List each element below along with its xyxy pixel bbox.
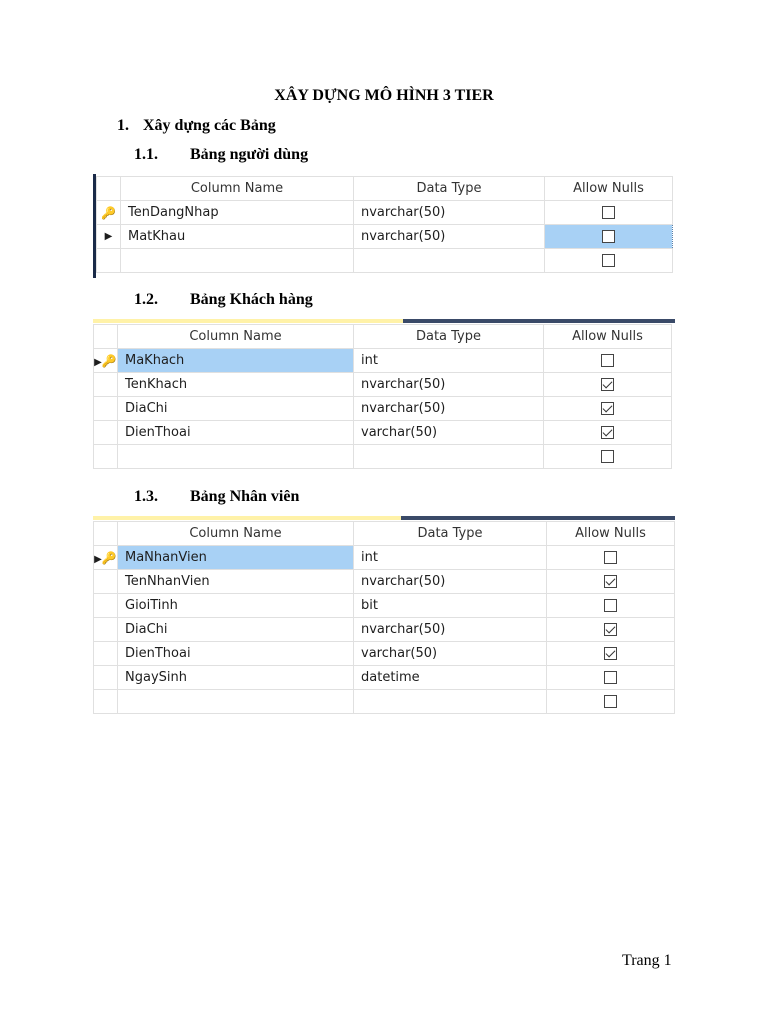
row-marker [97, 249, 121, 273]
section-label: Xây dựng các Bảng [143, 117, 276, 134]
subsection-heading-customers [134, 291, 313, 309]
column-name-cell[interactable]: DienThoai [118, 642, 354, 666]
data-type-cell[interactable]: int [354, 349, 544, 373]
allow-nulls-cell[interactable] [544, 397, 672, 421]
table-row[interactable] [94, 570, 675, 594]
column-name-cell[interactable]: MaKhach [118, 349, 354, 373]
column-name-cell[interactable]: MaNhanVien [118, 546, 354, 570]
table-row[interactable] [94, 373, 672, 397]
column-name-header: Column Name [121, 177, 354, 201]
row-marker [94, 666, 118, 690]
allow-nulls-header: Allow Nulls [547, 522, 675, 546]
column-name-cell[interactable]: DienThoai [118, 421, 354, 445]
subsection-label: Bảng người dùng [190, 146, 309, 163]
data-type-cell[interactable]: varchar(50) [354, 421, 544, 445]
subsection-number: 1.2. [134, 291, 158, 308]
table-row-empty[interactable] [94, 690, 675, 714]
subsection-label: Bảng Nhân viên [190, 488, 300, 505]
allow-nulls-checkbox[interactable] [604, 599, 617, 612]
subsection-label: Bảng Khách hàng [190, 291, 313, 308]
column-name-cell[interactable]: GioiTinh [118, 594, 354, 618]
table-header-row [94, 325, 672, 349]
row-marker [94, 570, 118, 594]
row-marker-header [94, 325, 118, 349]
allow-nulls-checkbox[interactable] [602, 230, 615, 243]
users-table [96, 176, 673, 273]
row-marker-header [97, 177, 121, 201]
subsection-heading-users [134, 146, 308, 164]
data-type-header: Data Type [354, 325, 544, 349]
allow-nulls-checkbox[interactable] [601, 426, 614, 439]
column-name-header: Column Name [118, 522, 354, 546]
allow-nulls-cell[interactable] [547, 594, 675, 618]
column-name-cell[interactable] [118, 445, 354, 469]
section-heading-1 [117, 117, 276, 135]
allow-nulls-header: Allow Nulls [544, 325, 672, 349]
column-name-cell[interactable]: MatKhau [121, 225, 354, 249]
allow-nulls-cell[interactable] [545, 249, 673, 273]
allow-nulls-cell[interactable] [544, 421, 672, 445]
allow-nulls-cell[interactable] [547, 642, 675, 666]
allow-nulls-checkbox[interactable] [604, 551, 617, 564]
data-type-cell[interactable]: bit [354, 594, 547, 618]
customers-table [93, 324, 672, 469]
selected-primary-key-icon: ▶🔑 [94, 546, 118, 570]
allow-nulls-checkbox[interactable] [604, 647, 617, 660]
data-type-cell[interactable]: nvarchar(50) [354, 570, 547, 594]
page-number: Trang 1 [622, 952, 672, 969]
column-name-header: Column Name [118, 325, 354, 349]
allow-nulls-checkbox[interactable] [602, 206, 615, 219]
data-type-cell[interactable]: nvarchar(50) [354, 201, 545, 225]
column-name-cell[interactable]: NgaySinh [118, 666, 354, 690]
column-name-cell[interactable] [118, 690, 354, 714]
column-name-cell[interactable]: DiaChi [118, 397, 354, 421]
row-marker [94, 642, 118, 666]
allow-nulls-checkbox[interactable] [604, 575, 617, 588]
data-type-cell[interactable] [354, 445, 544, 469]
allow-nulls-cell[interactable] [547, 570, 675, 594]
allow-nulls-cell[interactable] [547, 618, 675, 642]
document-title: XÂY DỰNG MÔ HÌNH 3 TIER [274, 87, 494, 104]
table-row[interactable] [94, 594, 675, 618]
row-marker [94, 397, 118, 421]
row-marker [94, 445, 118, 469]
table-row[interactable] [94, 421, 672, 445]
table-top-stripe-dark [401, 516, 675, 520]
data-type-cell[interactable]: nvarchar(50) [354, 225, 545, 249]
data-type-cell[interactable]: datetime [354, 666, 547, 690]
allow-nulls-checkbox[interactable] [601, 354, 614, 367]
row-marker-header [94, 522, 118, 546]
data-type-header: Data Type [354, 522, 547, 546]
row-selector-arrow-icon[interactable]: ▶ [97, 225, 121, 249]
allow-nulls-checkbox[interactable] [604, 623, 617, 636]
column-name-cell[interactable]: TenKhach [118, 373, 354, 397]
selected-primary-key-icon: ▶🔑 [94, 349, 118, 373]
table-row[interactable] [94, 397, 672, 421]
allow-nulls-cell[interactable] [547, 546, 675, 570]
table-row[interactable] [94, 642, 675, 666]
table-row[interactable] [94, 349, 672, 373]
row-marker [94, 618, 118, 642]
column-name-cell[interactable]: TenDangNhap [121, 201, 354, 225]
allow-nulls-cell[interactable] [545, 201, 673, 225]
data-type-cell[interactable] [354, 249, 545, 273]
section-number: 1. [117, 117, 129, 134]
table-row-empty[interactable] [97, 249, 673, 273]
column-name-cell[interactable]: TenNhanVien [118, 570, 354, 594]
row-marker [94, 594, 118, 618]
table-row[interactable] [94, 666, 675, 690]
subsection-number: 1.3. [134, 488, 158, 505]
allow-nulls-cell[interactable] [544, 445, 672, 469]
allow-nulls-cell[interactable] [544, 373, 672, 397]
allow-nulls-cell[interactable] [544, 349, 672, 373]
data-type-cell[interactable]: varchar(50) [354, 642, 547, 666]
table-header-row [97, 177, 673, 201]
data-type-cell[interactable]: nvarchar(50) [354, 373, 544, 397]
allow-nulls-checkbox[interactable] [604, 695, 617, 708]
allow-nulls-checkbox[interactable] [601, 450, 614, 463]
row-marker [94, 690, 118, 714]
table-row[interactable] [94, 546, 675, 570]
allow-nulls-checkbox[interactable] [601, 378, 614, 391]
table-row[interactable] [97, 225, 673, 249]
table-top-stripe [93, 516, 401, 520]
table-row-empty[interactable] [94, 445, 672, 469]
data-type-cell[interactable]: nvarchar(50) [354, 618, 547, 642]
table-row[interactable] [94, 618, 675, 642]
allow-nulls-checkbox[interactable] [602, 254, 615, 267]
allow-nulls-cell[interactable] [547, 690, 675, 714]
allow-nulls-cell[interactable] [545, 225, 673, 249]
table-row[interactable] [97, 201, 673, 225]
subsection-heading-employees [134, 488, 299, 506]
row-marker [94, 373, 118, 397]
data-type-cell[interactable]: nvarchar(50) [354, 397, 544, 421]
table-top-stripe-dark [403, 319, 675, 323]
table-top-stripe [93, 319, 403, 323]
column-name-cell[interactable]: DiaChi [118, 618, 354, 642]
allow-nulls-header: Allow Nulls [545, 177, 673, 201]
allow-nulls-checkbox[interactable] [601, 402, 614, 415]
primary-key-icon: 🔑 [97, 201, 121, 225]
data-type-cell[interactable] [354, 690, 547, 714]
employees-table [93, 521, 675, 714]
subsection-number: 1.1. [134, 146, 158, 163]
allow-nulls-cell[interactable] [547, 666, 675, 690]
data-type-cell[interactable]: int [354, 546, 547, 570]
table-header-row [94, 522, 675, 546]
data-type-header: Data Type [354, 177, 545, 201]
allow-nulls-checkbox[interactable] [604, 671, 617, 684]
column-name-cell[interactable] [121, 249, 354, 273]
row-marker [94, 421, 118, 445]
